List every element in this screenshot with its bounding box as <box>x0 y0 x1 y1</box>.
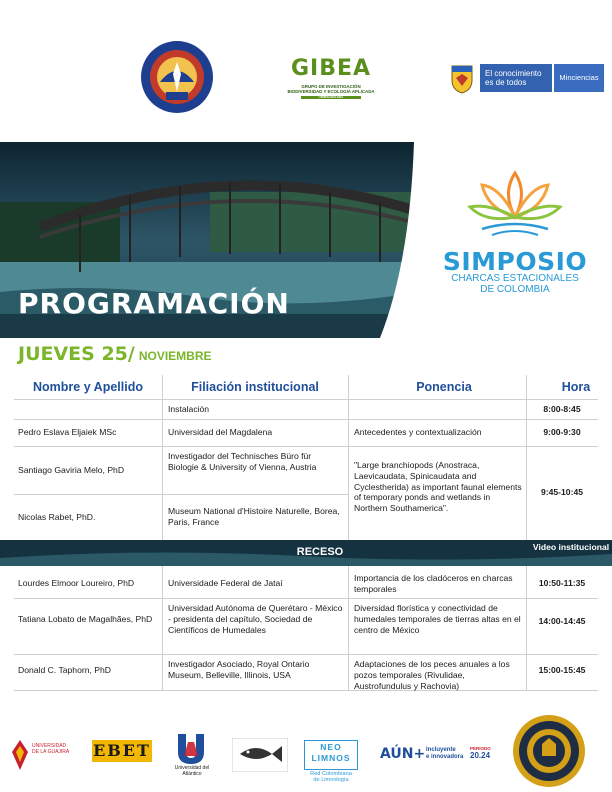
unimagdalena-logo <box>140 40 214 114</box>
uniatlantico-text: Universidad del Atlántico <box>174 765 210 777</box>
table-row-2-name: Santiago Gaviria Melo, PhD <box>18 465 125 475</box>
day-heading <box>18 343 212 365</box>
header-affiliation: Filiación institucional <box>191 380 319 394</box>
program-title: PROGRAMACIÓN <box>18 287 290 320</box>
fish-logo <box>232 738 288 772</box>
gibea-name: GIBEA <box>290 56 372 81</box>
gibea-line3: UNIMAGDALENA <box>318 95 344 99</box>
footer-logos <box>0 700 612 792</box>
aun-periodo: PERIODO <box>470 746 491 751</box>
header-time: Hora <box>561 380 591 394</box>
col-sep-4 <box>162 566 163 690</box>
table-row-6-affiliation: Investigador Asociado, Royal Ontario Museum, Belleville, Illinois, USA <box>168 659 310 680</box>
simposio-subtitle-2: DE COLOMBIA <box>480 284 550 295</box>
simposio-logo <box>460 165 570 245</box>
table-row-3-name: Nicolas Rabet, PhD. <box>18 512 96 522</box>
table-row-1-talk: Antecedentes y contextualización <box>354 427 482 437</box>
table-row-2-time: 9:45-10:45 <box>540 487 584 497</box>
minciencias-slogan: El conocimiento es de todos <box>480 64 552 92</box>
table-row-4-time: 10:50-11:35 <box>538 578 586 588</box>
aun-sub2: e innovadora <box>426 754 464 760</box>
table-row-0-time: 8:00-8:45 <box>543 404 581 414</box>
table-row-2-talk: "Large branchiopods (Anostraca, Laevicaudata, Spinicaudata and Cyclestherida) as important faunal elements of temporary ponds and wetlands in Northern Southamerica". <box>354 460 522 514</box>
row-line <box>14 419 598 420</box>
table-row-5-affiliation: Universidad Autónoma de Querétaro - México - presidenta del capítulo, Sociedad de Científicos de Humedales <box>168 603 343 635</box>
recess-bar <box>0 540 612 566</box>
table-row-4-affiliation: Universidade Federal de Jataí <box>168 578 283 588</box>
uniguajira-emblem-icon <box>10 738 30 772</box>
gibea-line2: BIODIVERSIDAD Y ECOLOGÍA APLICADA <box>287 89 375 94</box>
header-talk: Ponencia <box>416 380 472 394</box>
fish-icon <box>232 738 288 772</box>
table-row-5-name: Tatiana Lobato de Magalhães, PhD <box>18 614 153 624</box>
neolimnos-logo <box>304 740 358 790</box>
simposio-subtitle-1: CHARCAS ESTACIONALES <box>451 273 579 284</box>
day-month: NOVIEMBRE <box>138 349 212 363</box>
uniatlantico-logo <box>172 732 212 782</box>
table-row-6-name: Donald C. Taphorn, PhD <box>18 665 111 675</box>
table-row-0-affiliation: Instalación <box>168 404 210 414</box>
minciencias-name: Minciencias <box>554 64 604 92</box>
table-header <box>14 375 612 399</box>
aun-name: AÚN+ <box>380 746 426 762</box>
table-row-3-affiliation: Museum National d'Histoire Naturelle, Borea, Paris, France <box>168 506 340 527</box>
row-line <box>14 598 598 599</box>
row-line <box>14 654 598 655</box>
table-row-1-time: 9:00-9:30 <box>543 427 581 437</box>
col-sep-5 <box>348 566 349 690</box>
aun-periodo-year: 20.24 <box>470 751 491 760</box>
minciencias-logo <box>448 62 608 94</box>
table-row-5-talk: Diversidad florística y conectividad de humedales temporales de tierras altas en el centro de México <box>354 603 521 635</box>
lotus-icon <box>460 165 570 245</box>
row-line <box>14 446 598 447</box>
aun-logo <box>380 746 500 768</box>
simposio-title: SIMPOSIO <box>442 247 588 276</box>
recess-label: RECESO <box>296 546 344 558</box>
recess-time: Video institucional <box>532 542 610 552</box>
table-row-1-name: Pedro Eslava Eljaiek MSc <box>18 427 117 437</box>
gibea-logo <box>283 50 379 114</box>
table-row-5-time: 14:00-14:45 <box>538 616 586 626</box>
table-row-1-affiliation: Universidad del Magdalena <box>168 427 273 437</box>
uniguajira-logo <box>10 738 72 772</box>
table-row-6-time: 15:00-15:45 <box>538 665 586 675</box>
table-row-6-talk: Adaptaciones de los peces anuales a los pozos temporales (Rivulidae, Austrofundulus y Rachovia) <box>354 659 510 691</box>
colombia-shield-icon <box>448 62 476 94</box>
header-name: Nombre y Apellido <box>33 380 143 394</box>
accreditation-seal <box>512 714 586 788</box>
day-main: JUEVES 25/ <box>18 343 135 365</box>
aun-sub1: Incluyente <box>426 747 456 753</box>
neolimnos-limnos: LIMNOS <box>311 753 351 763</box>
table-row-4-name: Lourdes Elmoor Loureiro, PhD <box>18 578 135 588</box>
table-row-2-affiliation: Investigador del Technisches Büro für Biologie & University of Vienna, Austria <box>168 451 317 472</box>
neolimnos-sub2: de Limnología <box>313 777 349 783</box>
accreditation-seal-icon <box>512 714 586 788</box>
ebet-logo <box>90 740 154 774</box>
uniguajira-text: UNIVERSIDAD DE LA GUAJIRA <box>32 743 70 755</box>
unimagdalena-seal-icon <box>140 40 214 114</box>
uniatlantico-ua-icon <box>176 732 206 764</box>
neolimnos-neo: NEO <box>320 742 342 752</box>
neolimnos-sub1: Red Colombiana <box>310 771 352 777</box>
row-line <box>14 494 348 495</box>
gibea-line1: GRUPO DE INVESTIGACIÓN <box>301 84 361 89</box>
row-line <box>14 399 598 400</box>
header-logos <box>0 0 612 142</box>
ebet-name: EBET <box>93 741 151 760</box>
table-row-4-talk: Importancia de los cladóceros en charcas temporales <box>354 573 513 594</box>
